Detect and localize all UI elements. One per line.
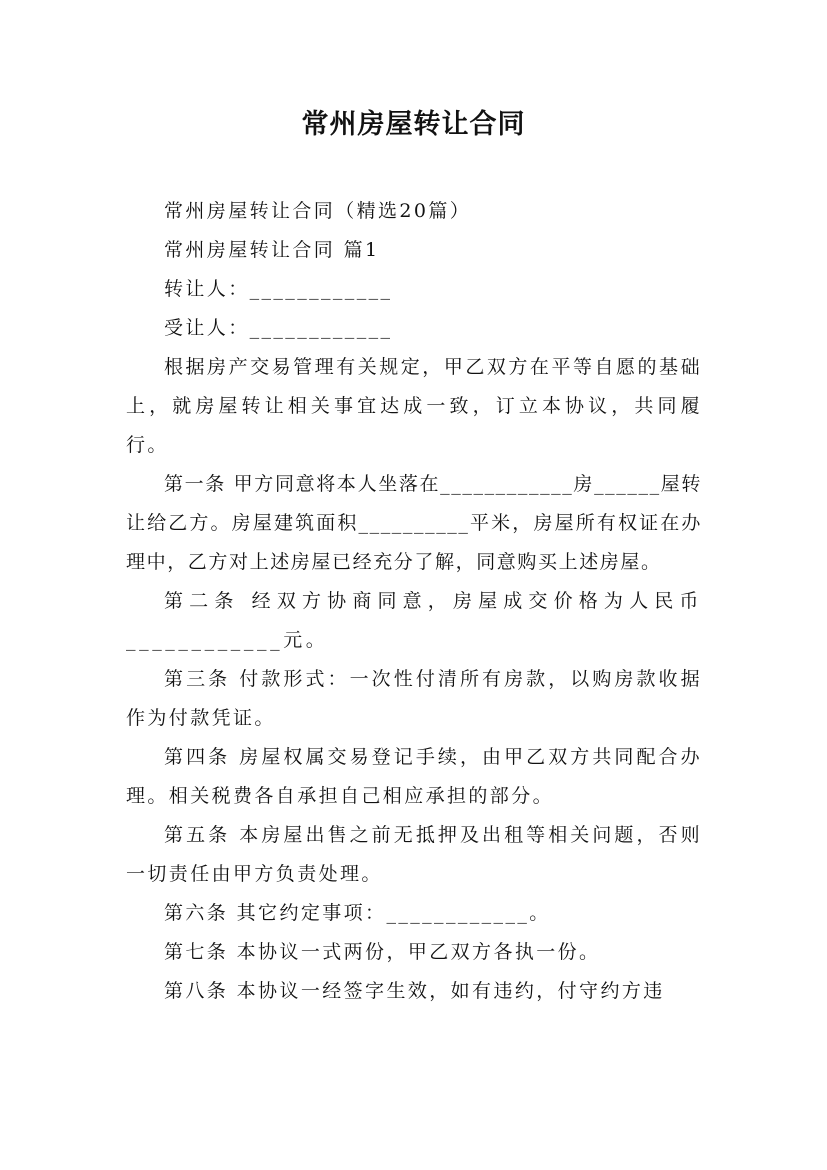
- paragraph-article-5: 第五条 本房屋出售之前无抵押及出租等相关问题，否则一切责任由甲方负责处理。: [126, 824, 702, 885]
- paragraph-article-4: 第四条 房屋权属交易登记手续，由甲乙双方共同配合办理。相关税费各自承担自己相应承担的部分。: [126, 746, 702, 807]
- paragraph-section-heading: 常州房屋转让合同 篇1: [164, 239, 380, 261]
- paragraph-transferor: 转让人：____________: [164, 278, 393, 300]
- paragraph-article-7: 第七条 本协议一式两份，甲乙双方各执一份。: [164, 941, 601, 963]
- document-title: 常州房屋转让合同: [301, 109, 526, 140]
- paragraph-article-6: 第六条 其它约定事项：____________。: [164, 902, 551, 924]
- document-body: [126, 192, 702, 1011]
- paragraph-subtitle: 常州房屋转让合同（精选20篇）: [164, 200, 472, 222]
- paragraph-article-2: 第二条 经双方协商同意，房屋成交价格为人民币____________元。: [126, 590, 702, 651]
- paragraph-transferee: 受让人：____________: [164, 317, 393, 339]
- paragraph-article-8: 第八条 本协议一经签字生效，如有违约，付守约方违: [164, 980, 665, 1002]
- paragraph-article-1: 第一条 甲方同意将本人坐落在____________房______屋转让给乙方。房屋建筑面积__________平米，房屋所有权证在办理中，乙方对上述房屋已经充分了解，同意购买上述房屋。: [126, 473, 702, 573]
- paragraph-article-3: 第三条 付款形式：一次性付清所有房款，以购房款收据作为付款凭证。: [126, 668, 702, 729]
- paragraph-preamble: 根据房产交易管理有关规定，甲乙双方在平等自愿的基础上，就房屋转让相关事宜达成一致，订立本协议，共同履行。: [126, 356, 702, 456]
